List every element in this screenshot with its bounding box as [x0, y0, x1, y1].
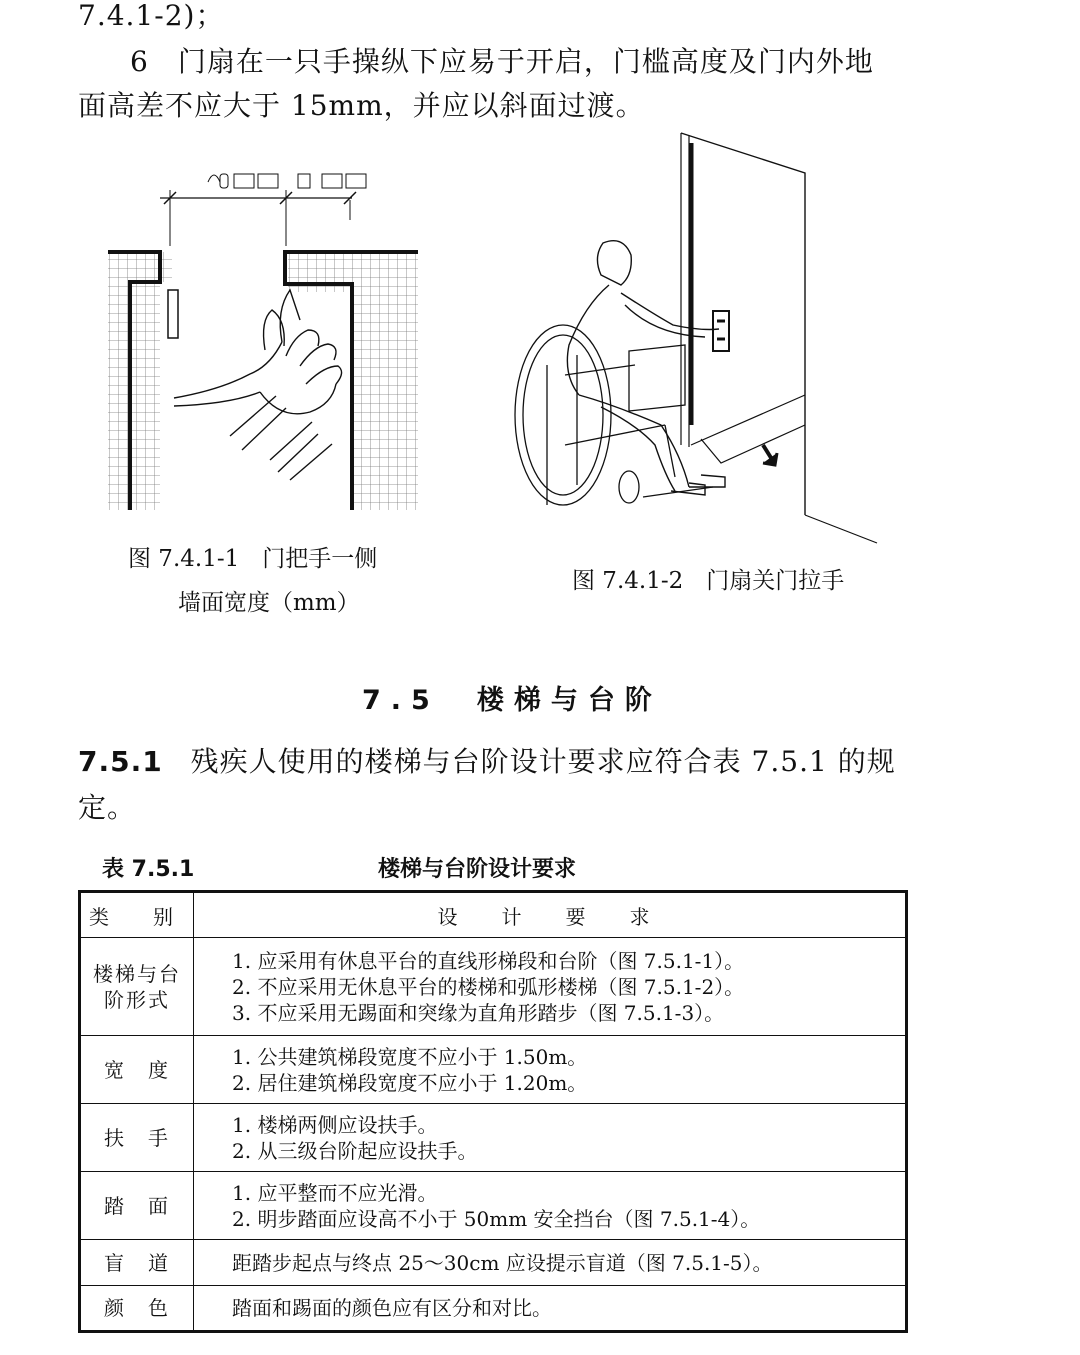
table-row — [80, 1240, 907, 1286]
clause-line-2: 定。 — [78, 791, 137, 824]
text-line-3: 面高差不应大于 15mm，并应以斜面过渡。 — [78, 89, 645, 122]
row-category — [80, 938, 194, 1036]
row-requirements — [194, 1240, 907, 1286]
row-requirements — [194, 1036, 907, 1104]
requirement-item: 2. 明步踏面应设高不小于 50mm 安全挡台（图 7.5.1-4）。 — [232, 1206, 761, 1231]
figure-door-handle-plan — [100, 160, 430, 520]
figure-1-caption-line-2: 墙面宽度（mm） — [178, 590, 360, 616]
table-row — [80, 1286, 907, 1332]
clause-number: 7.5.1 — [78, 745, 163, 778]
text-line-1: 7.4.1-2)； — [78, 0, 225, 32]
requirement-item: 1. 楼梯两侧应设扶手。 — [232, 1112, 438, 1137]
requirement-item: 距踏步起点与终点 25～30cm 应设提示盲道（图 7.5.1-5）。 — [232, 1250, 773, 1275]
dimension-text-glyphs — [208, 174, 366, 188]
figure-wheelchair-door — [505, 125, 895, 550]
table-row — [80, 1104, 907, 1172]
row-category: 颜 色 — [80, 1286, 194, 1332]
right-wall — [350, 292, 418, 510]
row-requirements — [194, 1172, 907, 1240]
requirement-item: 1. 应采用有休息平台的直线形梯段和台阶（图 7.5.1-1）。 — [232, 948, 745, 973]
door-stop — [168, 290, 178, 338]
figure-2-caption: 图 7.4.1-2 门扇关门拉手 — [572, 568, 845, 594]
requirement-item: 2. 不应采用无休息平台的楼梯和弧形楼梯（图 7.5.1-2）。 — [232, 974, 745, 999]
section-title: 7.5 楼梯与台阶 — [362, 685, 662, 716]
table-label: 表 7.5.1 — [102, 857, 195, 882]
requirements-table — [78, 890, 908, 1333]
row-category: 宽 度 — [80, 1036, 194, 1104]
door-panel — [681, 133, 805, 515]
header-requirements: 设 计 要 求 — [194, 892, 907, 938]
wheelchair-sketch — [515, 325, 713, 505]
row-category: 扶 手 — [80, 1104, 194, 1172]
table-header-row — [80, 892, 907, 938]
row-requirements — [194, 938, 907, 1036]
header-category: 类 别 — [80, 892, 194, 938]
row-category: 踏 面 — [80, 1172, 194, 1240]
requirement-item: 踏面和踢面的颜色应有区分和对比。 — [232, 1296, 552, 1320]
requirement-item: 1. 应平整而不应光滑。 — [232, 1180, 438, 1205]
threshold — [701, 425, 805, 463]
requirement-item: 3. 不应采用无踢面和突缘为直角形踏步（图 7.5.1-3）。 — [232, 1000, 725, 1025]
row-requirements — [194, 1286, 907, 1332]
pull-handle — [713, 311, 729, 351]
clause-line-1 — [78, 740, 896, 784]
table-row — [80, 938, 907, 1036]
row-requirements — [194, 1104, 907, 1172]
row-category-text: 楼梯与台阶形式 — [93, 961, 181, 1012]
clause-text-1: 残疾人使用的楼梯与台阶设计要求应符合表 7.5.1 的规 — [190, 745, 896, 778]
table-title: 楼梯与台阶设计要求 — [378, 857, 577, 882]
text-line-2: 6 门扇在一只手操纵下应易于开启，门槛高度及门内外地 — [130, 45, 874, 78]
person-sketch — [567, 241, 725, 495]
requirement-item: 1. 公共建筑梯段宽度不应小于 1.50m。 — [232, 1044, 588, 1069]
figure-1-caption-line-1: 图 7.4.1-1 门把手一侧 — [128, 546, 378, 572]
row-category: 盲 道 — [80, 1240, 194, 1286]
table-row — [80, 1172, 907, 1240]
hand-sketch — [174, 290, 342, 480]
requirement-item: 2. 从三级台阶起应设扶手。 — [232, 1138, 478, 1163]
requirement-item: 2. 居住建筑梯段宽度不应小于 1.20m。 — [232, 1070, 588, 1095]
left-wall — [108, 252, 160, 510]
table-row — [80, 1036, 907, 1104]
